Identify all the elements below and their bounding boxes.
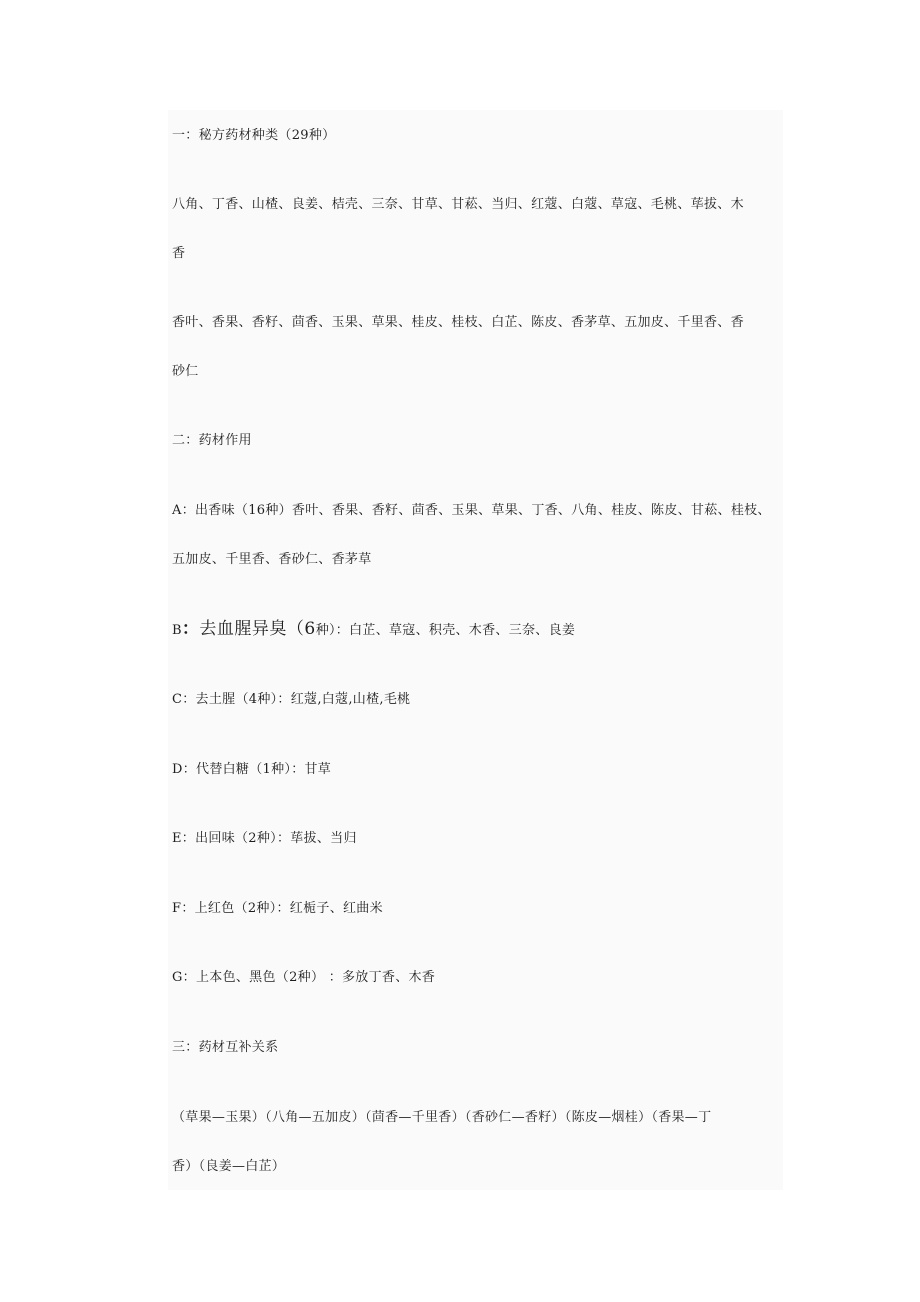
herb-list-b-line1: 香叶、香果、香籽、茴香、玉果、草果、桂皮、桂枝、白芷、陈皮、香茅草、五加皮、千里香、香	[172, 315, 744, 330]
effect-d: D：代替白糖（1种）：甘草	[172, 762, 332, 777]
effect-e: E：出回味（2种）：荜拔、当归	[172, 831, 357, 846]
section2-heading: 二：药材作用	[172, 433, 252, 448]
effect-f: F：上红色（2种）：红栀子、红曲米	[172, 901, 383, 916]
herb-list-a-line2: 香	[172, 246, 186, 261]
effect-c: C：去土腥（4种）：红蔻,白蔻,山楂,毛桃	[172, 692, 411, 707]
herb-list-a-line1: 八角、丁香、山楂、良姜、桔壳、三奈、甘草、甘菘、当归、红蔻、白蔻、草寇、毛桃、荜拔、木	[172, 197, 744, 212]
section1-heading: 一：秘方药材种类（29种）	[172, 128, 336, 143]
effect-b-prefix: B	[172, 623, 182, 638]
effect-b-colon: ：	[181, 619, 200, 639]
herb-list-b-line2: 砂仁	[172, 364, 199, 379]
effect-b-rest: 种）：白芷、草寇、积壳、木香、三奈、良姜	[315, 623, 576, 638]
effect-a-line2: 五加皮、千里香、香砂仁、香茅草	[172, 552, 372, 567]
pairing-line1: （草果—玉果）（八角—五加皮）（茴香—千里香）（香砂仁—香籽）（陈皮—烟桂）（香果—丁	[172, 1110, 712, 1125]
effect-b	[172, 619, 575, 641]
effect-a-line1: A：出香味（16种）香叶、香果、香籽、茴香、玉果、草果、丁香、八角、桂皮、陈皮、甘菘、桂枝、	[172, 503, 771, 518]
section3-heading: 三：药材互补关系	[172, 1040, 279, 1055]
pairing-line2: 香）（良姜—白芷）	[172, 1159, 286, 1174]
effect-b-title: 去血腥异臭（6	[199, 619, 316, 639]
document-page	[168, 110, 783, 1190]
effect-g: G：上本色、黑色（2种） ：多放丁香、木香	[172, 970, 436, 985]
